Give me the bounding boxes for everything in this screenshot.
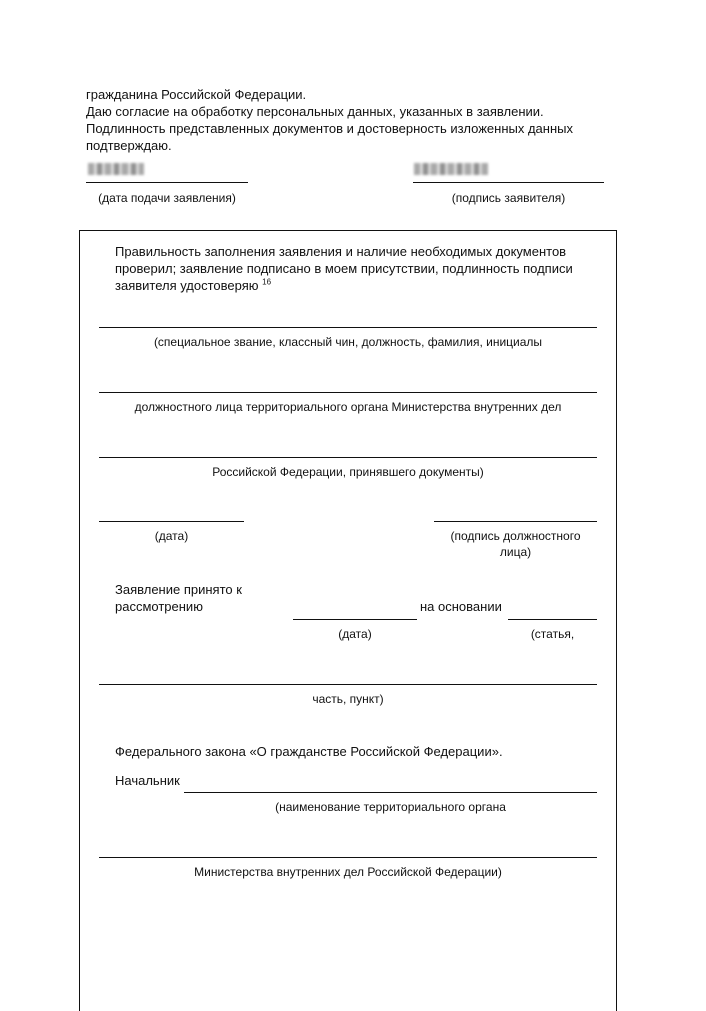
application-date-line [86, 182, 248, 183]
official-caption-1: (специальное звание, классный чин, должность, фамилия, инициалы [153, 335, 543, 349]
official-line-2 [99, 392, 597, 393]
intro-line: Даю согласие на обработку персональных данных, указанных в заявлении. [86, 104, 544, 119]
chief-caption-1: (наименование территориального органа [275, 800, 506, 814]
chief-label: Начальник [115, 773, 180, 788]
official-signature-line [434, 521, 597, 522]
article-line [508, 619, 597, 620]
intro-line: Подлинность представленных документов и достоверность изложенных данных [86, 121, 573, 136]
part-caption: часть, пункт) [312, 692, 384, 706]
official-signature-caption: (подпись должностного лица) [450, 529, 581, 559]
part-line [99, 684, 597, 685]
acceptance-date-caption: (дата) [338, 627, 372, 641]
footnote-reference: 16 [262, 277, 272, 287]
applicant-signature-line [413, 182, 604, 183]
redacted-date-value [88, 163, 144, 175]
chief-caption-2: Министерства внутренних дел Российской Федерации) [194, 865, 502, 879]
basis-label: на основании [420, 599, 502, 614]
verification-text: Правильность заполнения заявления и наличие необходимых документов проверил; заявление подписано в моем присутствии, подлинность подписи заявителя удостоверяю $^{16}$ [115, 244, 573, 293]
official-line-1 [99, 327, 597, 328]
official-caption-2: должностного лица территориального органа Министерства внутренних дел [134, 400, 562, 414]
official-date-line [99, 521, 244, 522]
intro-line: подтверждаю. [86, 138, 172, 153]
article-caption: (статья, [530, 627, 575, 641]
chief-line [184, 792, 597, 793]
accepted-label: Заявление принято к рассмотрению [115, 582, 242, 614]
law-reference: Федерального закона «О гражданстве Российской Федерации». [115, 744, 503, 759]
official-date-caption: (дата) [154, 529, 189, 543]
redacted-signature [414, 163, 488, 175]
application-date-caption: (дата подачи заявления) [98, 191, 236, 205]
intro-text [86, 86, 646, 154]
official-caption-3: Российской Федерации, принявшего документы) [212, 465, 484, 479]
acceptance-date-line [293, 619, 417, 620]
intro-line: гражданина Российской Федерации. [86, 87, 307, 102]
ministry-line [99, 857, 597, 858]
official-line-3 [99, 457, 597, 458]
applicant-signature-caption: (подпись заявителя) [451, 191, 566, 205]
